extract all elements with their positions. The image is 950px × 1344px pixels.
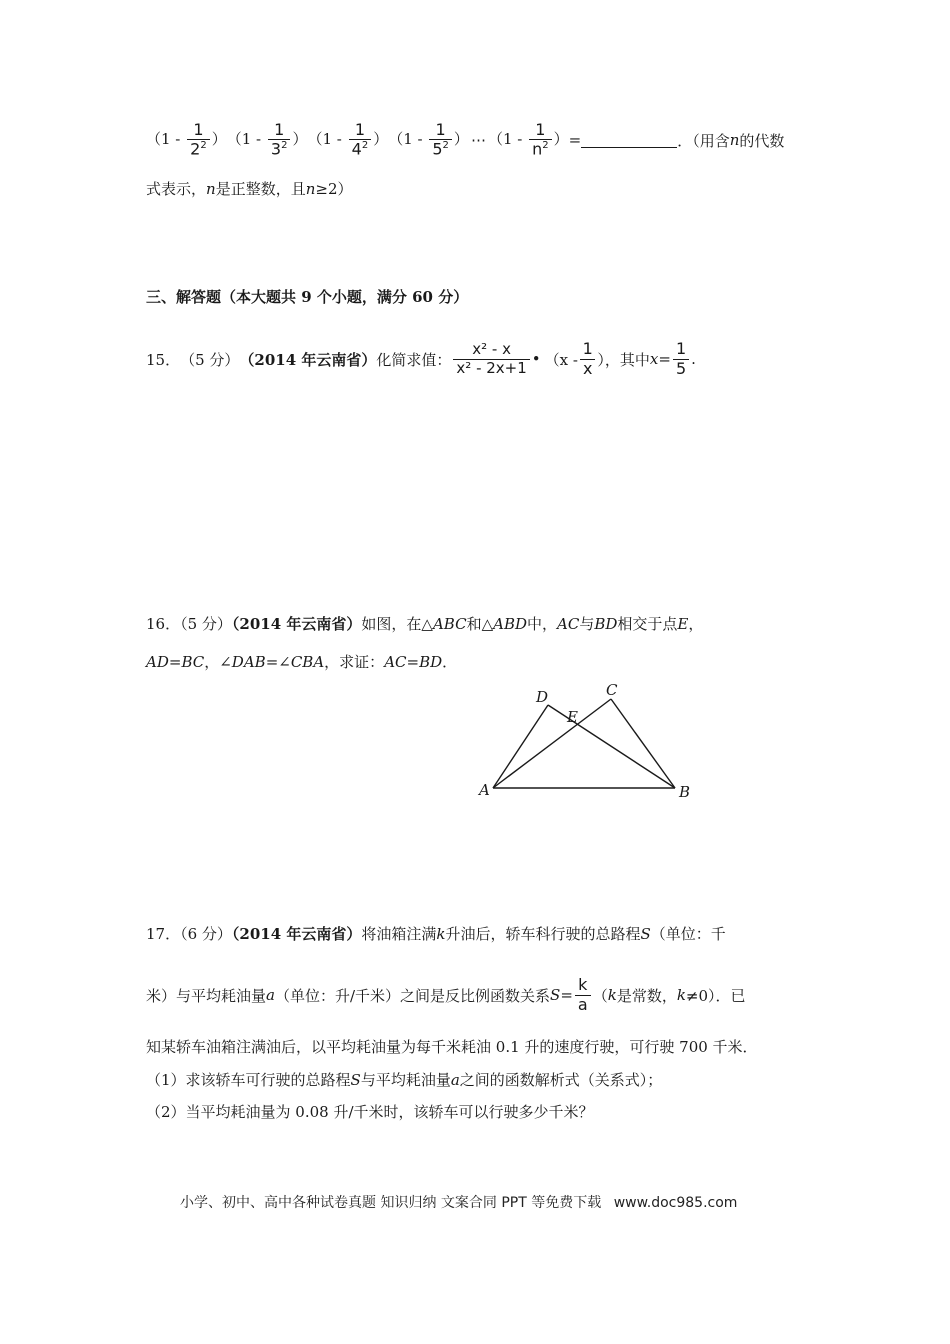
q14-factor-3: （1 - $\frac{1}{4^2}$ ） <box>307 119 389 159</box>
main-fraction: $\frac{\text{x² - x}}{\text{x² - 2x+1}}$ <box>453 341 529 377</box>
question-number: 17． <box>146 925 181 943</box>
question-source: （2014 年云南省） <box>231 925 362 943</box>
question-17-line3: 知某轿车油箱注满油后，以平均耗油量为每千米耗油 0.1 升的速度行驶，可行驶 700 千米． <box>146 1038 758 1056</box>
label-D: D <box>536 688 549 706</box>
fraction: $\frac{1}{n^2}$ <box>529 121 552 159</box>
footer-link[interactable]: www.doc985.com <box>613 1195 738 1211</box>
q14-line2: 式表示，n是正整数，且n≥2） <box>146 180 353 198</box>
question-16-line1: 16．（5 分）（2014 年云南省）如图，在△ABC和△ABD中，AC与BD相交于点E， <box>146 615 704 633</box>
inner-fraction: $\frac{1}{x}$ <box>580 340 595 378</box>
question-source: （2014 年云南省） <box>239 350 377 369</box>
fraction: $\frac{1}{2^2}$ <box>187 121 210 159</box>
label-E: E <box>567 708 578 726</box>
question-score: （5 分） <box>180 615 232 633</box>
answer-blank[interactable] <box>581 133 677 148</box>
segment-AC <box>493 699 611 788</box>
segment-AD <box>493 705 548 788</box>
q14-factor-1: （1 - $\frac{1}{2^2}$ ） <box>146 119 227 159</box>
question-17-part2: （2）当平均耗油量为 0.08 升/千米时，该轿车可以行驶多少千米？ <box>146 1103 594 1121</box>
question-score: （6 分） <box>180 925 232 943</box>
q14-factor-n: （1 - $\frac{1}{n^2}$ ） <box>487 119 569 159</box>
q14-line1: （1 - $\frac{1}{2^2}$ ） （1 - $\frac{1}{3^2}$ ） （1 - $\frac{1}{4^2}$ ） （1 - $\frac{1}{5^2}$ ） ⋯ （1 - $\frac{1}{n^2}$ ） = ．（用含 n 的代数 <box>146 119 785 159</box>
question-17-part1: （1）求该轿车可行驶的总路程S与平均耗油量a之间的函数解析式（关系式）； <box>146 1071 663 1089</box>
fraction: $\frac{1}{4^2}$ <box>349 121 372 159</box>
question-17-line2: 米）与平均耗油量 a （单位：升/千米）之间是反比例函数关系 S = $\frac{k}{a}$ （ k 是常数， k ≠0）．已 <box>146 975 746 1014</box>
footer-text: 小学、初中、高中各种试卷真题 知识归纳 文案合同 PPT 等免费下载 <box>180 1195 602 1211</box>
page-footer <box>180 1192 737 1212</box>
question-number: 15． <box>146 350 181 369</box>
fraction: $\frac{1}{5^2}$ <box>429 121 452 159</box>
fraction: $\frac{1}{3^2}$ <box>268 121 291 159</box>
section-heading: 三、解答题（本大题共 9 个小题，满分 60 分） <box>146 288 469 306</box>
q14-factor-2: （1 - $\frac{1}{3^2}$ ） <box>226 119 308 159</box>
segment-CB <box>611 699 675 788</box>
label-B: B <box>679 783 691 801</box>
question-source: （2014 年云南省） <box>231 615 362 633</box>
question-number: 16． <box>146 615 181 633</box>
question-17-line1: 17．（6 分）（2014 年云南省）将油箱注满k升油后，轿车科行驶的总路程S（单位：千 <box>146 925 726 943</box>
label-C: C <box>606 681 618 699</box>
k-over-a-fraction: $\frac{k}{a}$ <box>575 976 591 1014</box>
ellipsis: ⋯ <box>470 131 486 149</box>
question-score: （5 分） <box>180 350 240 369</box>
label-A: A <box>479 781 490 799</box>
value-fraction: $\frac{1}{5}$ <box>673 340 689 378</box>
geometry-figure <box>470 680 700 810</box>
q14-factor-4: （1 - $\frac{1}{5^2}$ ） <box>388 119 469 159</box>
question-15: 15． （5 分） （2014 年云南省） 化简求值： $\frac{\text{x² - x}}{\text{x² - 2x+1}}$ • （x - $\frac{1}{x}$ ），其中 x = $\frac{1}{5}$ . <box>146 339 696 378</box>
question-16-line2: AD=BC，∠DAB=∠CBA，求证：AC=BD． <box>146 653 458 671</box>
